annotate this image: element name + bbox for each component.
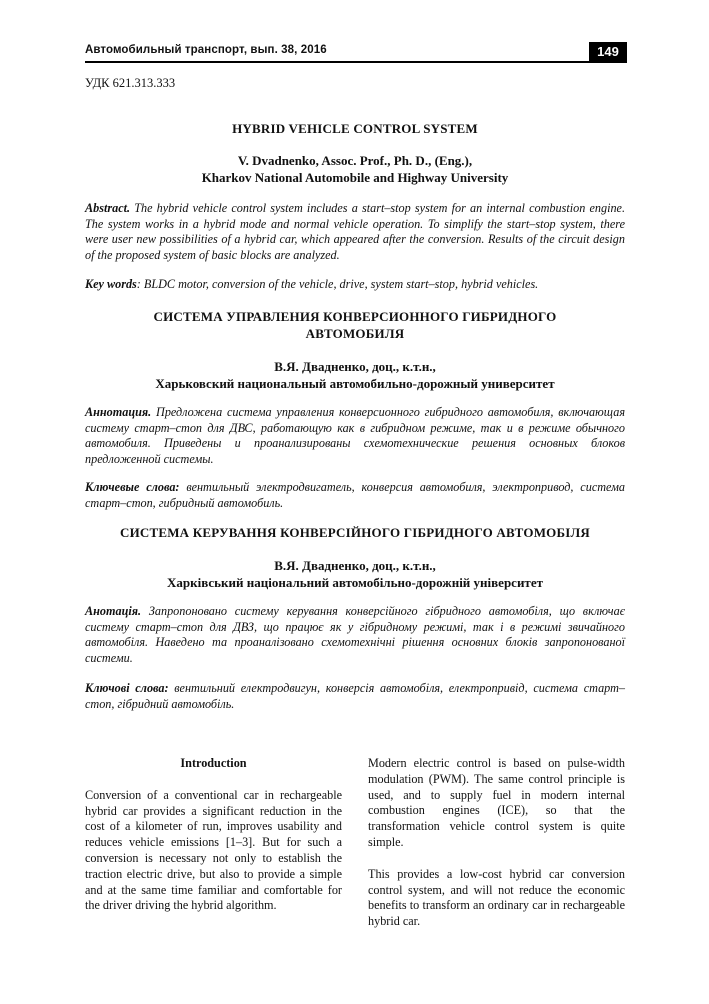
en-keywords-label: Key words [85, 277, 137, 291]
ru-keywords-label: Ключевые слова: [85, 480, 180, 494]
body-paragraph: Conversion of a conventional car in rechargeable hybrid car provides a significant reduction in the cost of a kilometer of run, improves usability and reduces vehicle emissions [1–3]. But for such a conversion is necessary not only to establish the traction electric drive, but also to provide a simple and at the same time familiar and comfortable for the driver driving the hybrid algorithm. [85, 787, 342, 913]
en-keywords-text: : BLDC motor, conversion of the vehicle, drive, system start–stop, hybrid vehicles. [136, 277, 539, 291]
ua-author: В.Я. Двадненко, доц., к.т.н., [274, 558, 436, 573]
journal-title: Автомобильный транспорт, вып. 38, 2016 [85, 44, 327, 56]
body-right-column [368, 756, 625, 946]
ru-author-block [85, 358, 625, 392]
ru-title [85, 308, 625, 342]
en-keywords [85, 277, 625, 293]
ru-abstract [85, 405, 625, 467]
ru-abstract-text: Предложена система управления конверсионного гибридного автомобиля, включающая систему старт–стоп для ДВС, работающую как в гибридном режиме, так и в режиме обычного автомобиля. Приведены и проанализированы схемотехнические решения основных блоков предложенной системы. [85, 405, 626, 466]
ua-abstract-label: Анотація. [85, 604, 142, 618]
body-paragraph: This provides a low-cost hybrid car conversion control system, and will not reduce the economic benefits to transform an ordinary car in rechargeable hybrid car. [368, 866, 625, 929]
ru-abstract-label: Аннотация. [85, 405, 152, 419]
ua-keywords-label: Ключові слова: [85, 681, 169, 695]
ua-keywords-text: вентильний електродвигун, конверсія автомобіля, електропривід, система старт–стоп, гібридний автомобіль. [85, 681, 626, 711]
page-number: 149 [589, 42, 627, 62]
header-rule [85, 61, 627, 63]
ua-abstract [85, 604, 625, 666]
ru-title-line2: АВТОМОБИЛЯ [305, 326, 405, 341]
ua-abstract-text: Запропоновано систему керування конверсійного гібридного автомобіля, що включає систему старт–стоп для ДВЗ, що працює як у гібридному режимі, так і в режимі звичайного автомобіля. Наведено та проаналізовано схемотехнічні рішення основних блоків запропонованої системи. [85, 604, 626, 665]
body-left-column [85, 756, 342, 930]
en-abstract [85, 201, 625, 263]
en-abstract-label: Abstract. [85, 201, 131, 215]
udc-code: УДК 621.313.333 [85, 76, 176, 90]
ru-keywords-text: вентильный электродвигатель, конверсия автомобиля, электропривод, система старт–стоп, гибридный автомобиль. [85, 480, 626, 510]
ru-author: В.Я. Двадненко, доц., к.т.н., [274, 359, 436, 374]
en-title: HYBRID VEHICLE CONTROL SYSTEM [232, 121, 478, 136]
ua-title: СИСТЕМА КЕРУВАННЯ КОНВЕРСІЙНОГО ГІБРИДНОГО АВТОМОБІЛЯ [119, 525, 591, 540]
en-affiliation: Kharkov National Automobile and Highway University [201, 170, 509, 185]
intro-heading: Introduction [180, 756, 247, 770]
en-author-block [85, 152, 625, 186]
ua-affiliation: Харківський національний автомобільно-дорожній університет [167, 575, 543, 590]
en-abstract-text: The hybrid vehicle control system includes a start–stop system for an internal combustion engine. The system works in a hybrid mode and normal vehicle operation. To simplify the start–stop system, there were user new possibilities of a hybrid car, which appeared after the conversion. Results of the circuit design of the proposed system of basic blocks are analyzed. [85, 201, 626, 262]
ua-author-block [85, 557, 625, 591]
ua-keywords [85, 681, 625, 712]
en-author: V. Dvadnenko, Assoc. Prof., Ph. D., (Eng.), [237, 153, 473, 168]
body-paragraph: Modern electric control is based on pulse-width modulation (PWM). The same control principle is used, and to supply fuel in modern internal combustion engines (ICE), so that the transformation vehicle control system is quite simple. [368, 756, 625, 849]
ru-affiliation: Харьковский национальный автомобильно-дорожный университет [155, 376, 555, 391]
ru-title-line1: СИСТЕМА УПРАВЛЕНИЯ КОНВЕРСИОННОГО ГИБРИДНОГО [153, 309, 557, 324]
ru-keywords [85, 480, 625, 511]
running-header [85, 42, 627, 62]
